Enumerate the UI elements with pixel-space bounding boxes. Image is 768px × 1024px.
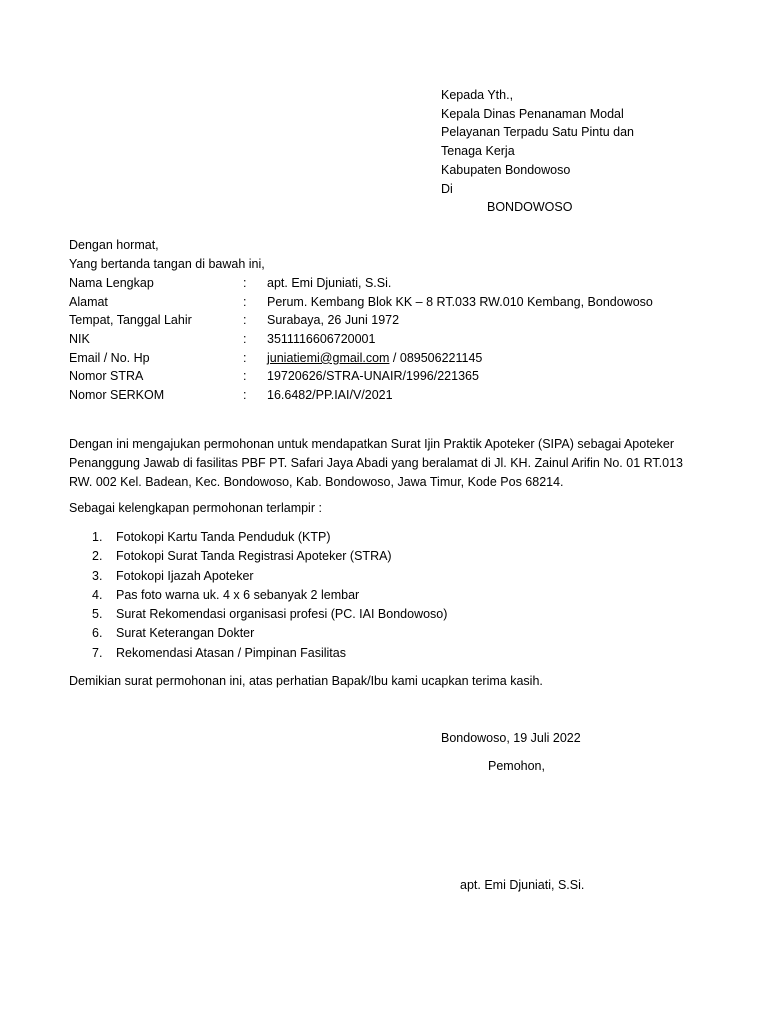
recipient-line: Pelayanan Terpadu Satu Pintu dan bbox=[441, 125, 634, 140]
field-separator: : bbox=[243, 313, 247, 328]
list-text: Surat Rekomendasi organisasi profesi (PC. IAI Bondowoso) bbox=[116, 607, 448, 622]
list-number: 6. bbox=[92, 626, 103, 641]
phone-number: / 089506221145 bbox=[389, 350, 483, 365]
recipient-line: Kepala Dinas Penanaman Modal bbox=[441, 106, 624, 121]
list-number: 1. bbox=[92, 530, 103, 544]
field-separator: : bbox=[243, 332, 247, 347]
recipient-line: Tenaga Kerja bbox=[441, 144, 515, 159]
recipient-line: Kepada Yth., bbox=[441, 88, 514, 102]
applicant-label: Pemohon, bbox=[488, 759, 545, 773]
closing-sentence: Demikian surat permohonan ini, atas perhatian Bapak/Ibu kami ucapkan terima kasih. bbox=[69, 674, 543, 688]
request-paragraph bbox=[69, 435, 719, 492]
field-label: NIK bbox=[69, 332, 90, 347]
field-value bbox=[267, 349, 482, 368]
list-number: 5. bbox=[92, 607, 103, 622]
intro-line: Yang bertanda tangan di bawah ini, bbox=[69, 256, 265, 271]
field-value: apt. Emi Djuniati, S.Si. bbox=[267, 276, 392, 290]
field-label: Email / No. Hp bbox=[69, 350, 150, 365]
paragraph-line: Penanggung Jawab di fasilitas PBF PT. Safari Jaya Abadi yang beralamat di Jl. KH. Zainul Arifin No. 01 RT.013 bbox=[69, 456, 683, 470]
list-number: 7. bbox=[92, 645, 103, 660]
recipient-line: Kabupaten Bondowoso bbox=[441, 162, 571, 177]
field-value: 19720626/STRA-UNAIR/1996/221365 bbox=[267, 369, 479, 384]
field-separator: : bbox=[243, 388, 247, 403]
field-label: Nomor STRA bbox=[69, 369, 144, 384]
email-link[interactable]: juniatiemi@gmail.com bbox=[267, 350, 390, 365]
list-text: Rekomendasi Atasan / Pimpinan Fasilitas bbox=[116, 645, 346, 660]
list-text: Pas foto warna uk. 4 x 6 sebanyak 2 lembar bbox=[116, 587, 360, 602]
paragraph-line: Dengan ini mengajukan permohonan untuk mendapatkan Surat Ijin Praktik Apoteker (SIPA) sebagai Apoteker bbox=[69, 437, 674, 451]
recipient-block bbox=[441, 86, 634, 217]
list-text: Surat Keterangan Dokter bbox=[116, 626, 255, 641]
field-separator: : bbox=[243, 294, 247, 309]
field-label: Nomor SERKOM bbox=[69, 388, 165, 403]
signer-name: apt. Emi Djuniati, S.Si. bbox=[460, 878, 585, 892]
greeting: Dengan hormat, bbox=[69, 238, 159, 252]
place-date: Bondowoso, 19 Juli 2022 bbox=[441, 731, 581, 745]
paragraph-line: RW. 002 Kel. Badean, Kec. Bondowoso, Kab. Bondowoso, Jawa Timur, Kode Pos 68214. bbox=[69, 475, 564, 489]
field-label: Tempat, Tanggal Lahir bbox=[69, 313, 192, 328]
list-number: 4. bbox=[92, 587, 103, 602]
field-value: Perum. Kembang Blok KK – 8 RT.033 RW.010 Kembang, Bondowoso bbox=[267, 294, 653, 309]
field-separator: : bbox=[243, 276, 247, 290]
recipient-city: BONDOWOSO bbox=[487, 200, 573, 215]
field-label: Nama Lengkap bbox=[69, 276, 154, 290]
list-number: 3. bbox=[92, 568, 103, 583]
opening-block bbox=[69, 236, 265, 273]
field-separator: : bbox=[243, 369, 247, 384]
field-value: 16.6482/PP.IAI/V/2021 bbox=[267, 388, 393, 403]
field-value: Surabaya, 26 Juni 1972 bbox=[267, 313, 400, 328]
list-text: Fotokopi Ijazah Apoteker bbox=[116, 568, 254, 583]
field-value: 3511116606720001 bbox=[267, 332, 376, 347]
field-separator: : bbox=[243, 350, 247, 365]
list-text: Fotokopi Surat Tanda Registrasi Apoteker (STRA) bbox=[116, 549, 392, 564]
list-number: 2. bbox=[92, 549, 103, 564]
field-label: Alamat bbox=[69, 294, 108, 309]
recipient-line: Di bbox=[441, 181, 453, 196]
attachments-title: Sebagai kelengkapan permohonan terlampir : bbox=[69, 501, 322, 515]
list-text: Fotokopi Kartu Tanda Penduduk (KTP) bbox=[116, 530, 331, 544]
